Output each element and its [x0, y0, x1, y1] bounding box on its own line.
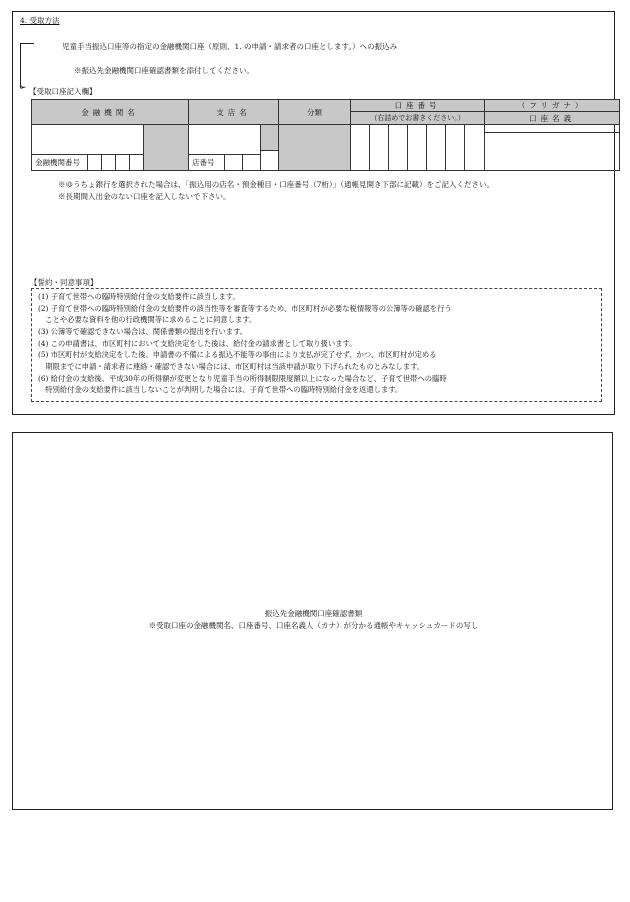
account-digit-7[interactable] [465, 125, 485, 171]
account-digit-3[interactable] [389, 125, 408, 171]
attachment-area[interactable] [12, 432, 613, 810]
bank-code-digit-4[interactable] [130, 155, 144, 171]
furigana-header: （フリガナ） [485, 100, 620, 112]
pledge-line: (6) 給付金の支給後、平成30年の所得額が変更となり児童手当の所得制限限度額以上になった場合など、子育て世帯への臨時 [38, 374, 447, 383]
account-digit-5[interactable] [427, 125, 446, 171]
pledge-line: (4) この申請書は、市区町村において支給決定をした後は、給付金の請求書として取り扱います。 [38, 339, 357, 348]
pledge-line: (5) 市区町村が支給決定をした後、申請書の不備による振込不能等の事由により支払が完了せず、かつ、市区町村が定める [38, 350, 437, 359]
account-digit-6[interactable] [446, 125, 465, 171]
intro-text: 児童手当振込口座等の指定の金融機関口座（原則、1. の申請・請求者の口座とします。）への振込み [62, 42, 398, 51]
bank-name-header: 金融機関名 [32, 100, 189, 125]
account-number-note: （右詰めでお書きください。） [351, 112, 485, 125]
account-holder-header: 口座名義 [485, 112, 620, 125]
pledge-line: ことや必要な資料を他の行政機関等に求めることに同意します。 [38, 315, 257, 324]
japan-post-note: ※ゆうちょ銀行を選択された場合は、「振込用の店名・預金種目・口座番号（7桁）」（通帳見開き下部に記載）をご記入ください。 [58, 180, 495, 189]
branch-name-header: 支店名 [189, 100, 279, 125]
category-header: 分類 [279, 100, 351, 125]
bank-type-shade [144, 125, 189, 171]
branch-code-digit-2[interactable] [243, 155, 261, 171]
pledge-line: (3) 公簿等で確認できない場合は、関係書類の提出を行います。 [38, 327, 248, 336]
attachment-note: ※受取口座の金融機関名、口座番号、口座名義人（カナ）が分かる通帳やキャッシュカードの写し [148, 621, 479, 630]
bank-code-digit-3[interactable] [116, 155, 130, 171]
account-digit-1[interactable] [351, 125, 370, 171]
pledge-line: (1) 子育て世帯への臨時特別給付金の支給要件に該当します。 [38, 292, 240, 301]
bank-name-field[interactable] [32, 125, 144, 155]
pledge-box [31, 288, 602, 402]
attachment-title: 振込先金融機関口座確認書類 [264, 609, 363, 618]
pledge-line: 特別給付金の支給要件に該当しないことが判明した場合には、子育て世帯への臨時特別給付金を返還します。 [38, 385, 403, 394]
dormant-account-note: ※長期間入出金のない口座を記入しないで下さい。 [58, 192, 231, 201]
bracket-line [20, 43, 34, 88]
account-holder-field[interactable] [485, 133, 620, 171]
branch-type-shade [261, 125, 279, 151]
branch-code-digit-1[interactable] [225, 155, 243, 171]
branch-code-label: 店番号 [189, 155, 225, 171]
bank-code-digit-1[interactable] [88, 155, 102, 171]
bank-code-digit-2[interactable] [102, 155, 116, 171]
account-number-header: 口座番号 [351, 100, 485, 112]
branch-type-cell [261, 151, 279, 171]
pledge-line: (2) 子育て世帯への臨時特別給付金の支給要件の該当性等を審査等するため、市区町村が必要な税情報等の公簿等の確認を行う [38, 304, 452, 313]
attach-note: ※振込先金融機関口座確認書類を添付してください。 [74, 66, 254, 75]
account-form-heading: 【受取口座記入欄】 [29, 87, 97, 96]
section-title: 4. 受取方法 [20, 16, 60, 25]
furigana-field[interactable] [485, 125, 620, 133]
bank-code-label: 金融機関番号 [32, 155, 88, 171]
pledge-line: 期限までに申請・請求者に連絡・確認できない場合には、市区町村は当該申請が取り下げられたものとみなします。 [38, 362, 425, 371]
account-digit-4[interactable] [408, 125, 427, 171]
arrow-icon: ➢ [19, 83, 27, 93]
branch-name-field[interactable] [189, 125, 261, 155]
account-table [31, 99, 620, 171]
account-digit-2[interactable] [370, 125, 389, 171]
category-field[interactable] [279, 125, 351, 171]
pledge-heading: 【誓約・同意事項】 [30, 278, 98, 287]
